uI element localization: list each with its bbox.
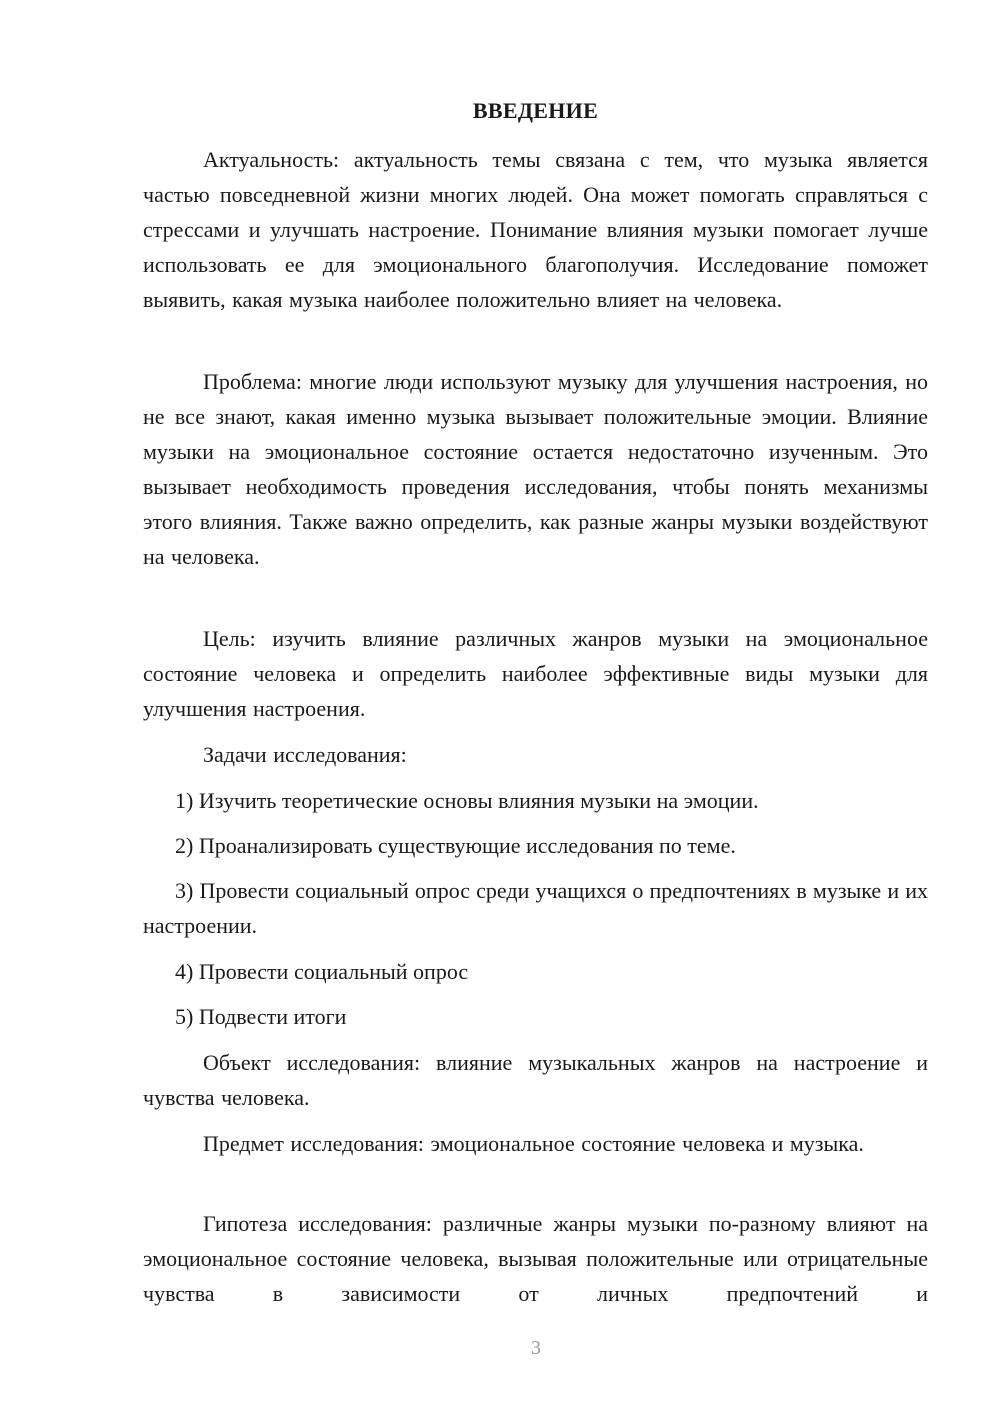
list-item-task-3: 3) Провести социальный опрос среди учащихся о предпочтениях в музыке и их настроении. (143, 878, 928, 938)
list-item-task-5: 5) Подвести итоги (175, 1004, 347, 1029)
list-item-task-1: 1) Изучить теоретические основы влияния музыки на эмоции. (175, 788, 759, 813)
paragraph-tasks-heading: Задачи исследования: (203, 742, 407, 767)
list-item-task-4: 4) Провести социальный опрос (175, 959, 469, 984)
page-number: 3 (531, 1337, 541, 1359)
paragraph-problem: Проблема: многие люди используют музыку для улучшения настроения, но не все знают, какая именно музыка вызывает положительные эмоции. Влияние музыки на эмоциональное состояние остается недостаточно изученным. Это вызывает необходимость проведения исследования, чтобы понять механизмы этого влияния. Также важно определить, как разные жанры музыки воздействуют на человека. (143, 369, 928, 569)
list-item-task-2: 2) Проанализировать существующие исследования по теме. (175, 833, 736, 858)
paragraph-goal: Цель: изучить влияние различных жанров музыки на эмоциональное состояние человека и определить наиболее эффективные виды музыки для улучшения настроения. (143, 626, 928, 721)
paragraph-object: Объект исследования: влияние музыкальных жанров на настроение и чувства человека. (143, 1050, 928, 1110)
paragraph-hypothesis: Гипотеза исследования: различные жанры музыки по-разному влияют на эмоциональное состояние человека, вызывая положительные или отрицательные чувства в зависимости от личных предпочтений и (143, 1211, 928, 1306)
paragraph-subject: Предмет исследования: эмоциональное состояние человека и музыка. (203, 1131, 864, 1156)
page-title: ВВЕДЕНИЕ (472, 98, 599, 123)
paragraph-relevance: Актуальность: актуальность темы связана с тем, что музыка является частью повседневной жизни многих людей. Она может помогать справляться с стрессами и улучшать настроение. Понимание влияния музыки помогает лучше использовать ее для эмоционального благополучия. Исследование поможет выявить, какая музыка наиболее положительно влияет на человека. (143, 147, 928, 312)
